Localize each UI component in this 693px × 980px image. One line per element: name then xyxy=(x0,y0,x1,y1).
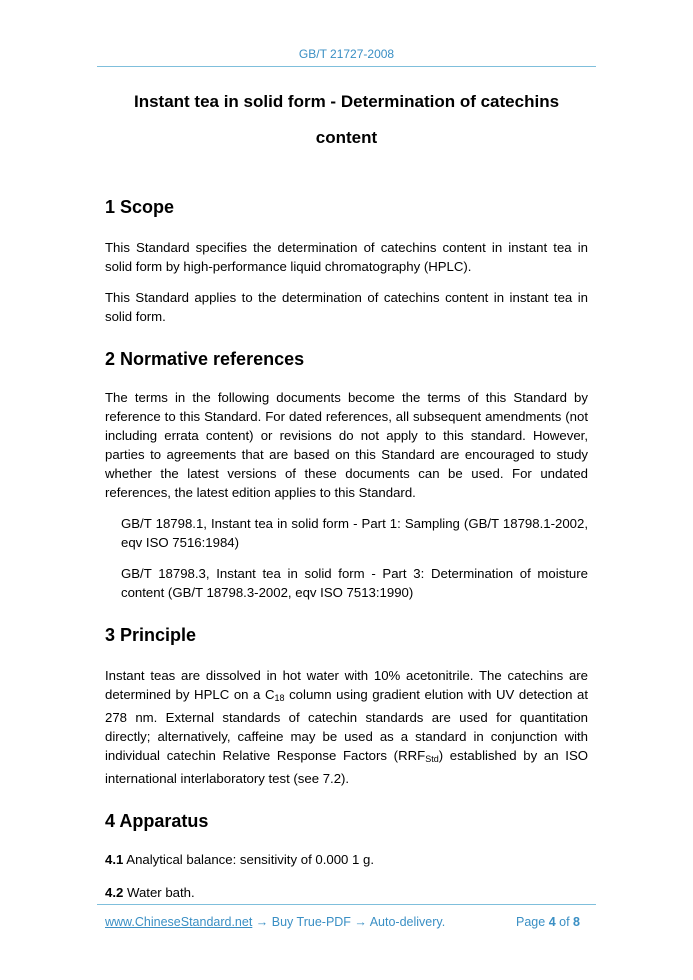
footer xyxy=(105,915,588,929)
footer-tagline: → Buy True-PDF → Auto-delivery. xyxy=(252,915,446,929)
principle-text-2: column using gradient elution with UV detection at 278 nm. External standards of catechin standards are used for quantitation directly; alternatively, caffeine may be used as a standard in conjunction with individual catechin Relative Response Factors (RRF xyxy=(105,687,588,763)
header-code: GB/T 21727-2008 xyxy=(298,47,395,61)
footer-website-link[interactable]: www.ChineseStandard.net xyxy=(105,915,253,929)
reference-item-2: GB/T 18798.3, Instant tea in solid form - Part 3: Determination of moisture content (GB/T 18798.3-2002, eqv ISO 7513:1990) xyxy=(121,566,588,600)
apparatus-item-1-number: 4.1 xyxy=(105,852,124,867)
page-label: Page xyxy=(516,915,546,929)
scope-paragraph-1: This Standard specifies the determination of catechins content in instant tea in solid form by high-performance liquid chromatography (HPLC). xyxy=(105,240,588,274)
apparatus-heading: 4 Apparatus xyxy=(105,811,209,831)
title-line-1: Instant tea in solid form - Determination of catechins xyxy=(133,92,560,111)
apparatus-item-1 xyxy=(105,850,588,869)
header-divider xyxy=(97,66,596,67)
page-indicator xyxy=(516,915,580,929)
principle-text-1: Instant teas are dissolved in hot water with 10% acetonitrile. The catechins are determined by HPLC on a C xyxy=(105,668,588,702)
of-label: of xyxy=(559,915,570,929)
scope-heading: 1 Scope xyxy=(105,197,175,217)
page-total: 8 xyxy=(573,915,580,929)
document-body xyxy=(105,84,588,902)
scope-paragraph-2: This Standard applies to the determination of catechins content in instant tea in solid form. xyxy=(105,290,588,324)
apparatus-item-2-text: Water bath. xyxy=(123,885,195,900)
normative-paragraph: The terms in the following documents become the terms of this Standard by reference to this Standard. For dated references, all subsequent amendments (not including errata content) or revisions do not apply to this standard. However, parties to agreements that are based on this Standard are encouraged to study whether the latest versions of these documents can be used. For undated references, the latest edition applies to this Standard. xyxy=(105,390,588,500)
std-subscript: Std xyxy=(425,754,439,764)
title-line-2: content xyxy=(315,128,378,147)
principle-heading: 3 Principle xyxy=(105,625,197,645)
apparatus-item-2-number: 4.2 xyxy=(105,885,124,900)
c18-subscript: 18 xyxy=(274,693,285,703)
footer-divider xyxy=(97,904,596,905)
reference-item-1: GB/T 18798.1, Instant tea in solid form - Part 1: Sampling (GB/T 18798.1-2002, eqv ISO 7516:1984) xyxy=(121,516,588,550)
apparatus-item-1-text: Analytical balance: sensitivity of 0.000 1 g. xyxy=(123,852,375,867)
page-number: 4 xyxy=(548,915,556,929)
principle-text-3: ) established by an ISO international interlaboratory test (see 7.2). xyxy=(105,748,588,786)
principle-paragraph xyxy=(105,666,588,788)
normative-heading: 2 Normative references xyxy=(105,349,305,369)
apparatus-item-2 xyxy=(105,883,588,902)
document-title xyxy=(105,84,588,156)
